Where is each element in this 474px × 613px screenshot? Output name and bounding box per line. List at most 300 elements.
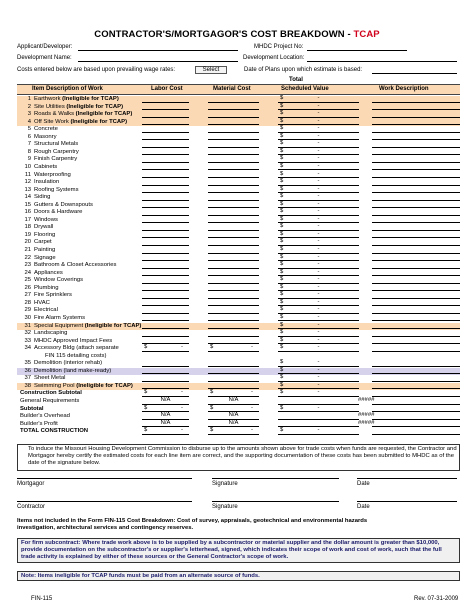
work-description-cell[interactable] <box>372 390 460 397</box>
work-description-cell[interactable] <box>372 164 460 171</box>
row-description: Masonry <box>34 133 57 140</box>
total-cell[interactable] <box>278 141 359 148</box>
overflow-value: ##### <box>358 397 375 403</box>
table-row <box>17 315 460 323</box>
work-description-cell[interactable] <box>372 406 460 413</box>
work-description-cell[interactable] <box>372 172 460 179</box>
work-description-cell[interactable] <box>372 315 460 322</box>
work-description-cell[interactable] <box>372 270 460 277</box>
work-description-cell[interactable] <box>372 292 460 299</box>
labor-cost-cell[interactable] <box>142 307 189 314</box>
work-description-cell[interactable] <box>372 345 460 352</box>
cell-value: N/A <box>228 397 239 403</box>
labor-cost-cell[interactable] <box>142 323 189 330</box>
work-description-cell[interactable] <box>372 187 460 194</box>
material-cost-cell[interactable] <box>208 300 259 307</box>
material-cost-cell[interactable] <box>208 179 259 186</box>
cell-value: - <box>317 223 320 230</box>
total-cell[interactable] <box>278 172 359 179</box>
work-description-cell[interactable] <box>372 217 460 224</box>
material-cost-cell[interactable] <box>208 262 259 269</box>
labor-cost-cell[interactable] <box>142 164 189 171</box>
contractor-signature-line[interactable] <box>212 501 339 502</box>
work-description-cell[interactable] <box>372 255 460 262</box>
material-cost-cell[interactable] <box>208 383 259 390</box>
row-description: Flooring <box>34 231 56 238</box>
currency-symbol: $ <box>280 261 284 268</box>
total-cell[interactable] <box>278 383 359 390</box>
currency-symbol: $ <box>280 162 284 169</box>
total-cell[interactable] <box>278 96 359 103</box>
wage-rates-select[interactable]: Select <box>195 66 227 74</box>
summary-label: TOTAL CONSTRUCTION <box>20 428 89 435</box>
cell-value: - <box>181 404 183 411</box>
labor-cost-cell[interactable] <box>142 338 189 345</box>
labor-cost-cell[interactable] <box>142 345 189 352</box>
total-cell[interactable] <box>278 323 359 330</box>
work-description-cell[interactable] <box>372 277 460 284</box>
material-cost-cell[interactable] <box>208 187 259 194</box>
cell-value: - <box>317 298 320 305</box>
revision: Rev. 07-31-2009 <box>414 596 459 602</box>
table-row <box>17 209 460 217</box>
material-cost-cell[interactable] <box>208 194 259 201</box>
material-cost-cell[interactable] <box>208 413 259 420</box>
total-cell[interactable] <box>278 111 359 118</box>
cell-value: - <box>317 283 320 290</box>
work-description-cell[interactable] <box>372 104 460 111</box>
currency-symbol: $ <box>144 344 148 351</box>
material-cost-cell[interactable] <box>208 398 259 405</box>
contractor-date-label: Date <box>357 504 370 510</box>
material-cost-cell[interactable] <box>208 390 259 397</box>
work-description-cell[interactable] <box>372 232 460 239</box>
labor-cost-cell[interactable] <box>142 209 189 216</box>
work-description-cell[interactable] <box>372 285 460 292</box>
total-cell[interactable] <box>278 338 359 345</box>
material-cost-cell[interactable] <box>208 104 259 111</box>
currency-symbol: $ <box>210 427 214 434</box>
material-cost-cell[interactable] <box>208 156 259 163</box>
total-cell[interactable] <box>278 368 359 375</box>
total-cell[interactable] <box>278 330 359 337</box>
development-location-label: Development Location: <box>243 55 305 61</box>
development-name-label: Development Name: <box>17 55 72 61</box>
table-row <box>17 375 460 383</box>
total-cell[interactable] <box>278 217 359 224</box>
currency-symbol: $ <box>280 291 284 298</box>
currency-symbol: $ <box>280 178 284 185</box>
summary-label: Builder's Overhead <box>20 413 70 420</box>
work-description-cell[interactable] <box>372 338 460 345</box>
material-cost-cell[interactable] <box>208 141 259 148</box>
total-cell[interactable] <box>278 179 359 186</box>
table-row <box>17 285 460 293</box>
total-cell[interactable] <box>278 300 359 307</box>
labor-cost-cell[interactable] <box>142 300 189 307</box>
work-description-cell[interactable] <box>358 412 460 420</box>
labor-cost-cell[interactable] <box>142 187 189 194</box>
work-description-cell[interactable] <box>372 247 460 254</box>
work-description-cell[interactable] <box>372 262 460 269</box>
summary-label: Subtotal <box>20 405 44 412</box>
material-cost-cell[interactable] <box>208 164 259 171</box>
total-cell[interactable] <box>278 194 359 201</box>
material-cost-cell[interactable] <box>208 224 259 231</box>
total-cell[interactable] <box>278 413 359 420</box>
table-row <box>17 277 460 285</box>
cell-value: - <box>317 200 320 207</box>
table-row <box>17 300 460 308</box>
row-description: Waterproofing <box>34 171 71 178</box>
material-cost-cell[interactable] <box>208 126 259 133</box>
labor-cost-cell[interactable] <box>142 179 189 186</box>
table-row <box>17 126 460 134</box>
labor-cost-cell[interactable] <box>142 383 189 390</box>
labor-cost-cell[interactable] <box>142 111 189 118</box>
material-cost-cell[interactable] <box>208 292 259 299</box>
labor-cost-cell[interactable] <box>142 194 189 201</box>
labor-cost-cell[interactable] <box>142 368 189 375</box>
table-row <box>17 141 460 149</box>
total-cell[interactable] <box>278 262 359 269</box>
contractor-date-line[interactable] <box>357 501 457 502</box>
row-description: Gutters & Downspouts <box>34 201 93 208</box>
work-description-cell[interactable] <box>372 119 460 126</box>
material-cost-cell[interactable] <box>208 239 259 246</box>
work-description-cell[interactable] <box>372 141 460 148</box>
cell-value: - <box>181 389 183 396</box>
table-row <box>17 307 460 315</box>
contractor-line[interactable] <box>17 501 192 502</box>
row-description: Fire Sprinklers <box>34 292 72 299</box>
material-cost-cell[interactable] <box>208 247 259 254</box>
total-cell[interactable] <box>278 149 359 156</box>
project-no-field[interactable] <box>307 43 407 51</box>
labor-cost-cell[interactable] <box>142 315 189 322</box>
total-cell[interactable] <box>278 360 359 367</box>
work-description-cell[interactable] <box>372 360 460 367</box>
work-description-cell[interactable] <box>372 111 460 118</box>
total-header-line2: Scheduled Value <box>281 86 329 92</box>
currency-symbol: $ <box>280 298 284 305</box>
material-cost-cell[interactable] <box>208 232 259 239</box>
material-cost-cell[interactable] <box>208 360 259 367</box>
row-description: Demolition (land make-ready) <box>34 367 112 374</box>
row-description: Plumbing <box>34 284 59 291</box>
labor-cost-cell[interactable] <box>142 262 189 269</box>
total-cell[interactable] <box>278 285 359 292</box>
currency-symbol: $ <box>280 110 284 117</box>
table-row <box>17 179 460 187</box>
not-included-text: Items not included in the Form FIN-115 Cost Breakdown: Cost of survey, appraisals, geotechnical and environmental hazards investigation, architectural services and contingency reserves. <box>17 518 368 531</box>
total-cell[interactable] <box>278 428 359 435</box>
work-description-cell[interactable] <box>372 375 460 382</box>
labor-cost-cell[interactable] <box>142 134 189 141</box>
labor-cost-cell[interactable] <box>142 421 189 428</box>
work-description-cell[interactable] <box>358 419 460 428</box>
work-description-cell[interactable] <box>372 300 460 307</box>
cell-value: - <box>317 147 320 154</box>
material-cost-cell[interactable] <box>208 217 259 224</box>
development-name-field[interactable] <box>78 54 238 62</box>
total-cell[interactable] <box>278 406 359 413</box>
currency-symbol: $ <box>280 366 284 373</box>
total-cell[interactable] <box>278 292 359 299</box>
currency-symbol: $ <box>280 140 284 147</box>
work-description-cell[interactable] <box>372 428 460 435</box>
labor-cost-cell[interactable] <box>142 202 189 209</box>
work-description-cell[interactable] <box>372 383 460 390</box>
plans-date-field[interactable] <box>372 66 457 74</box>
material-cost-cell[interactable] <box>208 345 259 352</box>
total-cell[interactable] <box>278 187 359 194</box>
currency-symbol: $ <box>210 344 214 351</box>
material-cost-cell[interactable] <box>208 96 259 103</box>
material-cost-cell[interactable] <box>208 255 259 262</box>
cell-value: - <box>317 268 320 275</box>
material-cost-cell[interactable] <box>208 209 259 216</box>
table-row <box>17 292 460 300</box>
labor-cost-cell[interactable] <box>142 398 189 405</box>
currency-symbol: $ <box>280 208 284 215</box>
labor-cost-cell[interactable] <box>142 390 189 397</box>
ineligible-note: (Ineligible for TCAP) <box>60 96 119 102</box>
cell-value: - <box>317 329 320 336</box>
material-cost-cell[interactable] <box>208 202 259 209</box>
work-description-cell[interactable] <box>372 368 460 375</box>
work-description-cell[interactable] <box>358 397 460 405</box>
row-description: Drywall <box>34 224 54 231</box>
cell-value: - <box>181 344 183 351</box>
material-cost-cell[interactable] <box>208 315 259 322</box>
total-cell[interactable] <box>278 134 359 141</box>
material-cost-cell[interactable] <box>208 375 259 382</box>
labor-cost-cell[interactable] <box>142 232 189 239</box>
currency-symbol: $ <box>280 246 284 252</box>
labor-cost-cell[interactable] <box>142 413 189 420</box>
overflow-value: ##### <box>358 419 375 426</box>
work-description-cell[interactable] <box>372 126 460 133</box>
total-cell[interactable] <box>278 270 359 277</box>
material-cost-cell[interactable] <box>208 368 259 375</box>
currency-symbol: $ <box>280 359 284 366</box>
row-number: 17 <box>24 216 31 223</box>
total-cell[interactable] <box>278 126 359 133</box>
table-row <box>17 353 460 361</box>
total-cell[interactable] <box>278 164 359 171</box>
labor-cost-cell[interactable] <box>142 285 189 292</box>
ineligible-note: (Ineligible for TCAP) <box>83 322 142 329</box>
cell-value: - <box>251 344 253 351</box>
total-cell[interactable] <box>278 247 359 254</box>
mortgagor-signature-line[interactable] <box>212 478 339 479</box>
material-cost-cell[interactable] <box>208 149 259 156</box>
firm-subcontract-text: For firm subcontract: Where trade work above is to be supplied by a subcontractor or material supplier and the dollar amount is greater than $10,000, provide documentation on the subcontractor's or supplier's letterhead, signed, which indicates their scope of work and cost of work, such that the full trade activity is explained by either of these sources or the General Contractor's scope of work. <box>21 540 442 560</box>
work-description-cell[interactable] <box>372 134 460 141</box>
mortgagor-date-line[interactable] <box>357 478 457 479</box>
material-cost-cell[interactable] <box>208 338 259 345</box>
work-description-cell[interactable] <box>372 224 460 231</box>
material-header: Material Cost <box>213 86 251 92</box>
development-location-field[interactable] <box>307 54 457 62</box>
currency-symbol: $ <box>280 102 284 109</box>
certification-text: To induce the Missouri Housing Development Commission to disburse up to the amounts shown above for trade costs when funds are requested, the Contractor and Mortgagor hereby certify the estimated costs for each line item are correct, and the supporting documentation of these costs has been submitted to MHDC as of the date of the signature below. <box>28 446 457 466</box>
material-cost-cell[interactable] <box>208 406 259 413</box>
row-number: 10 <box>24 163 31 170</box>
total-cell[interactable] <box>278 315 359 322</box>
table-row <box>17 232 460 240</box>
total-cell[interactable] <box>278 119 359 126</box>
cell-value: - <box>317 359 320 366</box>
item-header: Item Description of Work <box>32 86 103 92</box>
currency-symbol: $ <box>280 230 284 237</box>
total-cell[interactable] <box>278 232 359 239</box>
labor-cost-cell[interactable] <box>142 277 189 284</box>
total-cell[interactable] <box>278 224 359 231</box>
work-description-cell[interactable] <box>372 179 460 186</box>
material-cost-cell[interactable] <box>208 285 259 292</box>
work-description-cell[interactable] <box>372 307 460 314</box>
material-cost-cell[interactable] <box>208 119 259 126</box>
currency-symbol: $ <box>280 306 284 313</box>
material-cost-cell[interactable] <box>208 428 259 435</box>
labor-cost-cell[interactable] <box>142 360 189 367</box>
material-cost-cell[interactable] <box>208 277 259 284</box>
currency-symbol: $ <box>280 223 284 230</box>
cell-value: - <box>317 344 320 351</box>
row-description: Concrete <box>34 126 58 133</box>
table-row <box>17 330 460 338</box>
work-description-cell[interactable] <box>372 209 460 216</box>
mortgagor-line[interactable] <box>17 478 192 479</box>
material-cost-cell[interactable] <box>208 323 259 330</box>
labor-cost-cell[interactable] <box>142 428 189 435</box>
material-cost-cell[interactable] <box>208 330 259 337</box>
row-number: 1 <box>27 96 31 102</box>
material-cost-cell[interactable] <box>208 111 259 118</box>
table-row <box>17 224 460 232</box>
labor-cost-cell[interactable] <box>142 172 189 179</box>
work-description-cell[interactable] <box>372 149 460 156</box>
work-description-cell[interactable] <box>372 323 460 330</box>
labor-cost-cell[interactable] <box>142 156 189 163</box>
material-cost-cell[interactable] <box>208 270 259 277</box>
work-description-cell[interactable] <box>372 330 460 337</box>
total-cell[interactable] <box>278 239 359 246</box>
total-cell[interactable] <box>278 345 359 352</box>
currency-symbol: $ <box>280 215 284 222</box>
labor-cost-cell[interactable] <box>142 141 189 148</box>
applicant-field[interactable] <box>78 43 238 51</box>
total-cell[interactable] <box>278 202 359 209</box>
labor-cost-cell[interactable] <box>142 406 189 413</box>
total-cell[interactable] <box>278 209 359 216</box>
contractor-signature-label: Signature <box>212 504 238 510</box>
labor-cost-cell[interactable] <box>142 126 189 133</box>
material-cost-cell[interactable] <box>208 172 259 179</box>
labor-cost-cell[interactable] <box>142 96 189 103</box>
cell-value: - <box>317 95 320 101</box>
row-description: Appliances <box>34 269 63 276</box>
labor-cost-cell[interactable] <box>142 239 189 246</box>
cell-value: - <box>317 155 320 162</box>
note-box <box>17 571 460 581</box>
work-description-cell[interactable] <box>372 156 460 163</box>
work-description-cell[interactable] <box>372 96 460 103</box>
title-accent: TCAP <box>353 29 380 40</box>
total-cell[interactable] <box>278 156 359 163</box>
work-description-cell[interactable] <box>372 194 460 201</box>
row-description: Structural Metals <box>34 141 79 148</box>
labor-cost-cell[interactable] <box>142 255 189 262</box>
cell-value: N/A <box>228 419 239 426</box>
labor-cost-cell[interactable] <box>142 270 189 277</box>
table-row <box>17 360 460 368</box>
work-description-cell[interactable] <box>372 239 460 246</box>
currency-symbol: $ <box>280 238 284 245</box>
row-description: Swimming Pool (Ineligible for TCAP) <box>34 382 133 389</box>
labor-cost-cell[interactable] <box>142 292 189 299</box>
labor-cost-cell[interactable] <box>142 119 189 126</box>
currency-symbol: $ <box>280 132 284 139</box>
material-cost-cell[interactable] <box>208 134 259 141</box>
material-cost-cell[interactable] <box>208 307 259 314</box>
labor-cost-cell[interactable] <box>142 375 189 382</box>
cell-value: - <box>317 178 320 185</box>
total-cell[interactable] <box>278 255 359 262</box>
cell-value: - <box>251 404 253 411</box>
table-row <box>17 149 460 157</box>
row-number: 35 <box>24 360 31 367</box>
currency-symbol: $ <box>280 170 284 177</box>
total-cell[interactable] <box>278 375 359 382</box>
labor-header: Labor Cost <box>151 86 183 92</box>
table-row <box>17 194 460 202</box>
row-number: 12 <box>24 179 31 186</box>
row-number: 7 <box>27 141 31 148</box>
currency-symbol: $ <box>280 389 284 396</box>
labor-cost-cell[interactable] <box>142 149 189 156</box>
labor-cost-cell[interactable] <box>142 224 189 231</box>
labor-cost-cell[interactable] <box>142 217 189 224</box>
total-cell[interactable] <box>278 421 359 428</box>
currency-symbol: $ <box>280 125 284 132</box>
labor-cost-cell[interactable] <box>142 247 189 254</box>
cell-value: - <box>317 366 320 373</box>
ineligible-note: (Ineligible for TCAP) <box>64 103 124 110</box>
total-cell[interactable] <box>278 307 359 314</box>
cell-value: N/A <box>160 397 171 403</box>
total-cell[interactable] <box>278 104 359 111</box>
total-cell[interactable] <box>278 398 359 405</box>
row-number: 14 <box>24 194 31 201</box>
material-cost-cell[interactable] <box>208 421 259 428</box>
total-cell[interactable] <box>278 390 359 397</box>
work-description-cell[interactable] <box>372 202 460 209</box>
labor-cost-cell[interactable] <box>142 330 189 337</box>
total-cell[interactable] <box>278 277 359 284</box>
cell-value: - <box>251 389 253 396</box>
row-number: 37 <box>24 375 31 382</box>
labor-cost-cell[interactable] <box>142 104 189 111</box>
row-number: 8 <box>27 148 31 155</box>
table-row <box>17 217 460 225</box>
cell-value: - <box>317 110 320 117</box>
table-row <box>17 368 460 376</box>
cell-value: - <box>317 162 320 169</box>
cell-value: - <box>317 404 320 411</box>
